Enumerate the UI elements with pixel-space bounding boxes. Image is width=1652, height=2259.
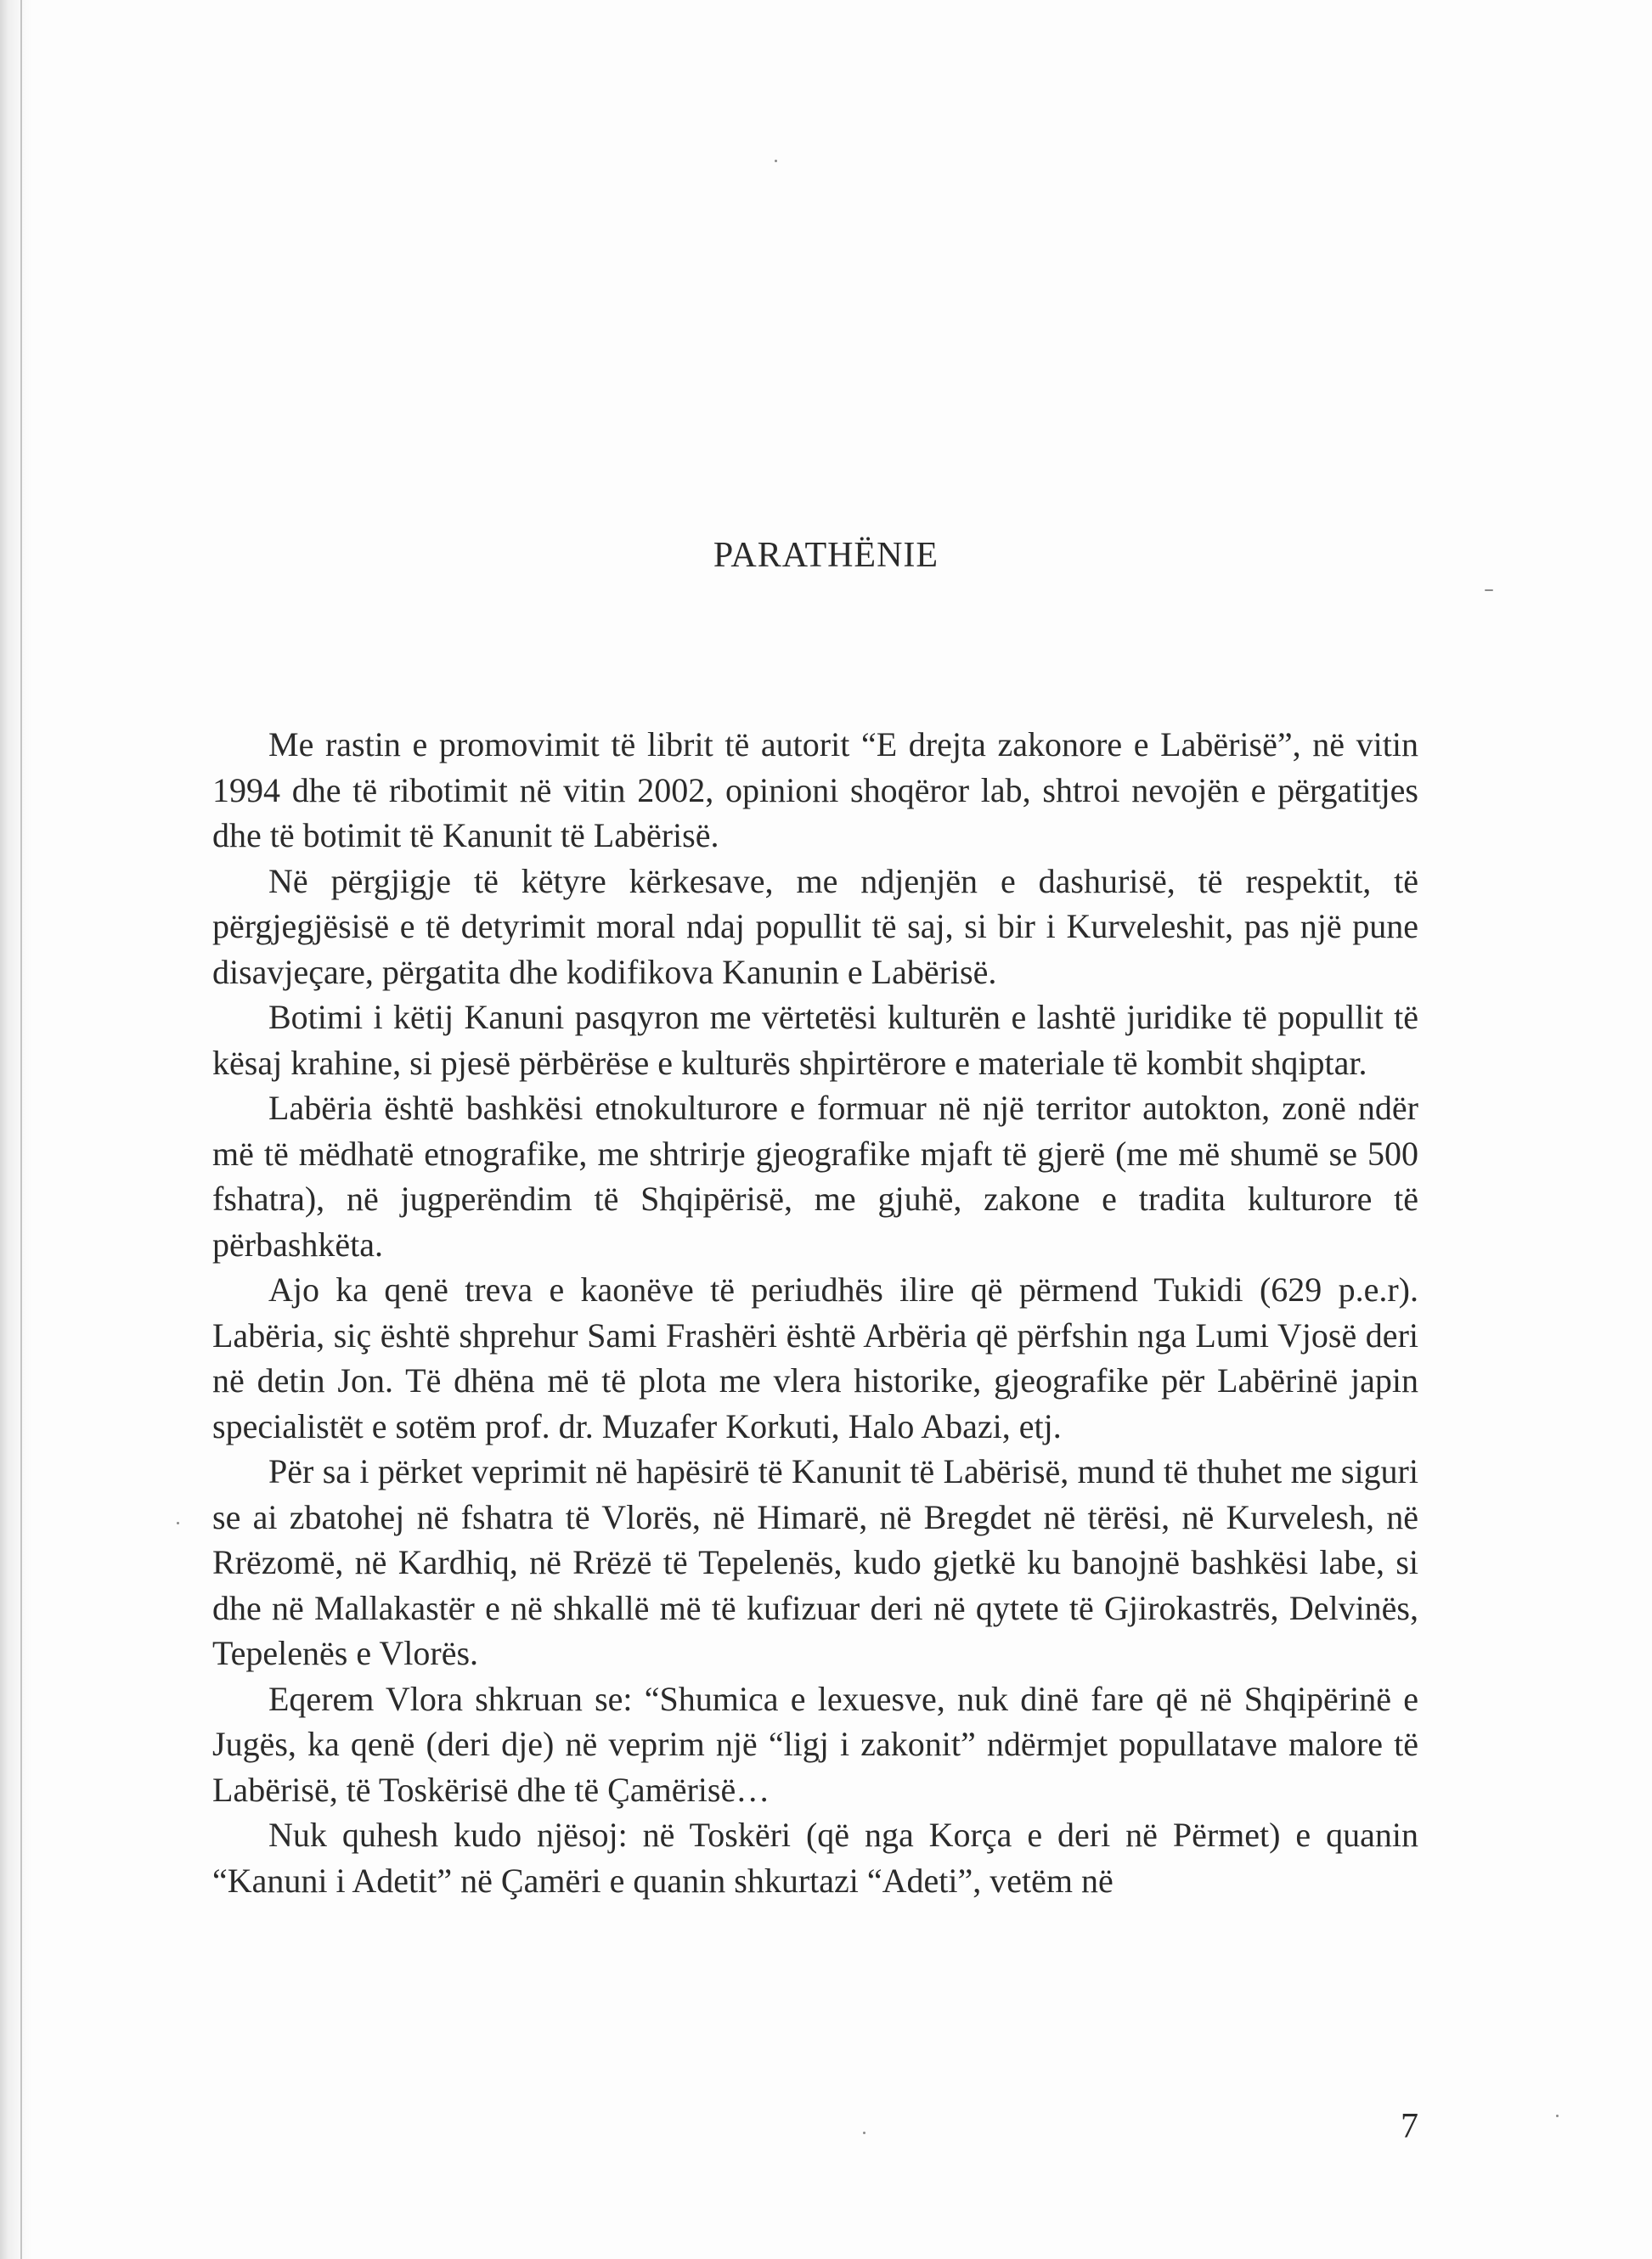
paragraph-8: Nuk quhesh kudo njësoj: në Toskëri (që nga Korça e deri në Përmet) e quanin “Kanuni i Adetit” në Çamëri e quanin shkurtazi “Adeti”, vetëm në (212, 1816, 1418, 1900)
scan-speck (177, 1522, 179, 1524)
paragraph-3: Botimi i këtij Kanuni pasqyron me vërtetësi kulturën e lashtë juridike të popullit të kësaj krahine, si pjesë përbërëse e kulturës shpirtërore e materiale të kombit shqiptar. (212, 998, 1418, 1082)
paragraph-5: Ajo ka qenë treva e kaonëve të periudhës ilire që përmend Tukidi (629 p.e.r). Labëria, siç është shprehur Sami Frashëri është Arbëria që përfshin nga Lumi Vjosë deri në detin Jon. Të dhëna më të plota me vlera historike, gjeografike për Labërinë japin specialistët e sotëm prof. dr. Muzafer Korkuti, Halo Abazi, etj. (212, 1270, 1418, 1445)
page-number: 7 (1401, 2107, 1418, 2146)
paragraph-2: Në përgjigje të këtyre kërkesave, me ndjenjën e dashurisë, të respektit, të përgjegjësisë e të detyrimit moral ndaj popullit të saj, si bir i Kurveleshit, pas një pune disavjeçare, përgatita dhe kodifikova Kanunin e Labërisë. (212, 861, 1418, 991)
page-heading: PARATHËNIE (713, 536, 939, 575)
scan-speck (1556, 2115, 1559, 2117)
binding-edge (0, 0, 32, 2259)
body-text (212, 722, 1418, 1903)
paragraph-1: Me rastin e promovimit të librit të autorit “E drejta zakonore e Labërisë”, në vitin 1994 dhe të ribotimit në vitin 2002, opinioni shoqëror lab, shtroi nevojën e përgatitjes dhe të botimit të Kanunit të Labërisë. (212, 725, 1418, 854)
paragraph-7: Eqerem Vlora shkruan se: “Shumica e lexuesve, nuk dinë fare që në Shqipërinë e Jugës, ka qenë (deri dje) në veprim një “ligj i zakonit” ndërmjet popullatave malore të Labërisë, të Toskërisë dhe të Çamërisë… (212, 1679, 1418, 1809)
paragraph-6: Për sa i përket veprimit në hapësirë të Kanunit të Labërisë, mund të thuhet me siguri se ai zbatohej në fshatra të Vlorës, në Himarë, në Bregdet në tërësi, në Kurvelesh, në Rrëzomë, në Kardhiq, në Rrëzë të Tepelenës, kudo gjetkë ku banojnë bashkësi labe, si dhe në Mallakastër e në shkallë më të kufizuar deri në qytete të Gjirokastrës, Delvinës, Tepelenës e Vlorës. (212, 1452, 1418, 1672)
paragraph-4: Labëria është bashkësi etnokulturore e formuar në një territor autokton, zonë ndër më të mëdhatë etnografike, me shtrirje gjeografike mjaft të gjerë (me më shumë se 500 fshatra), në jugperëndim të Shqipërisë, me gjuhë, zakone e tradita kulturore të përbashkëta. (212, 1089, 1418, 1264)
scan-speck (863, 2132, 865, 2134)
scan-speck (775, 160, 777, 162)
scan-speck (1485, 589, 1493, 591)
binding-line (20, 0, 22, 2259)
